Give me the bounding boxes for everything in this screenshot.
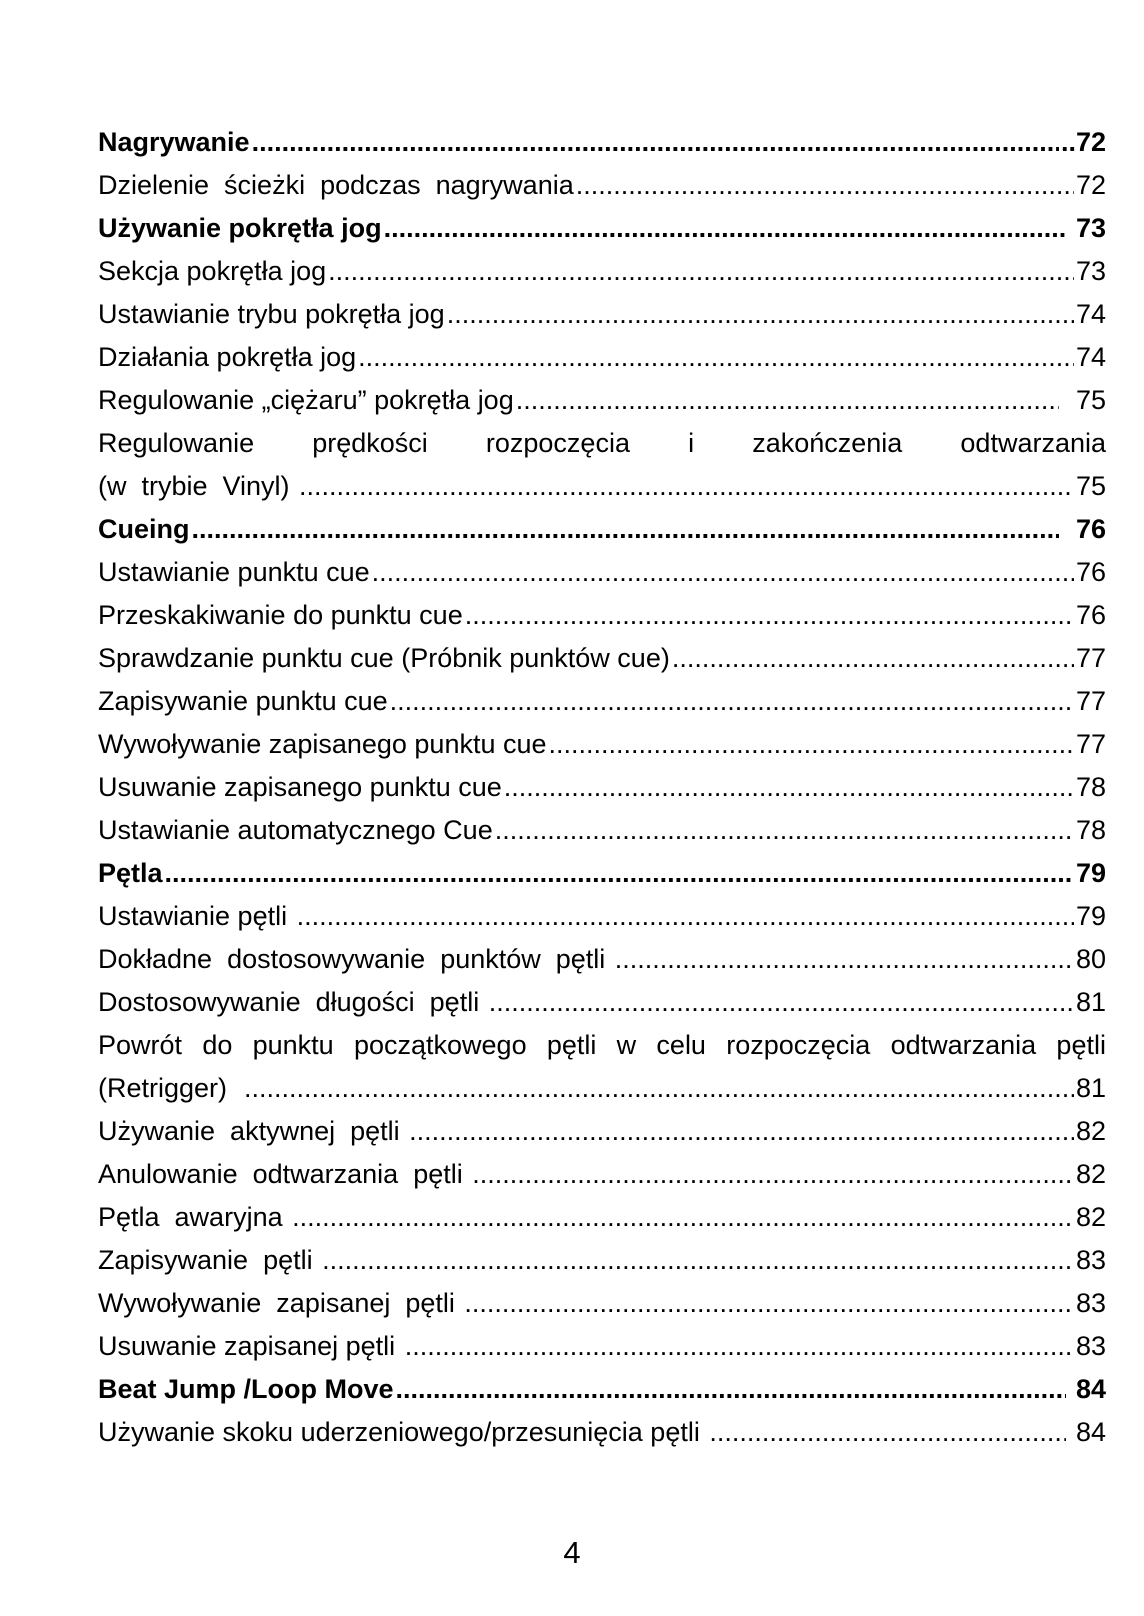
toc-entry-word: rozpoczęcia xyxy=(485,428,630,458)
toc-entry-title: Ustawianie automatycznego Cue xyxy=(98,815,493,845)
toc-dot-leader xyxy=(504,766,1074,809)
page-number: 4 xyxy=(563,1535,581,1570)
toc-entry-title: Cueing xyxy=(98,514,190,544)
toc-dot-leader xyxy=(489,981,1074,1024)
toc-entry-title: Usuwanie zapisanego punktu cue xyxy=(98,772,502,802)
toc-dot-leader xyxy=(384,207,1067,250)
toc-entry-page: 80 xyxy=(1075,944,1106,974)
toc-entry-title: Działania pokrętła jog xyxy=(98,342,357,372)
toc-entry-page: 83 xyxy=(1075,1288,1106,1318)
toc-dot-leader xyxy=(409,1110,1074,1153)
toc-entry-page: 73 xyxy=(1068,213,1106,243)
toc-entry[interactable] xyxy=(98,938,1106,981)
toc-entry[interactable] xyxy=(98,1282,1106,1325)
toc-entry-page: 78 xyxy=(1075,815,1106,845)
toc-entry-word: rozpoczęcia xyxy=(726,1030,871,1060)
toc-dot-leader xyxy=(372,551,1074,594)
toc-entry[interactable] xyxy=(98,551,1106,594)
toc-entry-page: 75 xyxy=(1060,385,1106,415)
table-of-contents xyxy=(98,121,1106,1454)
toc-entry-word: zakończenia xyxy=(752,428,903,458)
toc-entry[interactable] xyxy=(98,723,1106,766)
toc-entry-page: 81 xyxy=(1075,1073,1106,1103)
toc-entry[interactable] xyxy=(98,1411,1106,1454)
toc-entry-title: Wywoływanie zapisanego punktu cue xyxy=(98,729,547,759)
toc-entry-title: Dzielenie ścieżki podczas nagrywania xyxy=(98,170,574,200)
toc-entry[interactable] xyxy=(98,895,1106,938)
toc-entry-title: Ustawianie trybu pokrętła jog xyxy=(98,299,445,329)
toc-dot-leader xyxy=(465,594,1074,637)
toc-entry[interactable] xyxy=(98,250,1106,293)
toc-dot-leader xyxy=(322,1239,1074,1282)
toc-entry-word: w xyxy=(616,1030,637,1060)
toc-entry-page: 77 xyxy=(1075,729,1106,759)
toc-entry-page: 73 xyxy=(1075,256,1106,286)
toc-dot-leader xyxy=(390,680,1074,723)
toc-entry-page: 84 xyxy=(1068,1417,1106,1447)
toc-dot-leader xyxy=(447,293,1074,336)
toc-entry-word: odtwarzania xyxy=(960,428,1106,458)
toc-entry-page: 76 xyxy=(1060,514,1106,544)
toc-entry-title: Sprawdzanie punktu cue (Próbnik punktów cue) xyxy=(98,643,670,673)
toc-entry-page: 76 xyxy=(1075,600,1106,630)
toc-entry-title: Ustawianie punktu cue xyxy=(98,557,370,587)
toc-dot-leader xyxy=(464,1282,1074,1325)
toc-section-heading[interactable] xyxy=(98,1368,1106,1411)
toc-entry-title: Używanie aktywnej pętli xyxy=(98,1116,408,1146)
toc-entry[interactable] xyxy=(98,465,1106,508)
toc-entry-title: Pętla awaryjna xyxy=(98,1202,291,1232)
toc-entry-title: Ustawianie pętli xyxy=(98,901,295,931)
toc-entry[interactable] xyxy=(98,594,1106,637)
toc-entry-title: Anulowanie odtwarzania pętli xyxy=(98,1159,471,1189)
toc-dot-leader xyxy=(615,938,1074,981)
toc-entry[interactable] xyxy=(98,164,1106,207)
toc-entry-page: 76 xyxy=(1075,557,1106,587)
toc-entry-title: Regulowanie „ciężaru” pokrętła jog xyxy=(98,385,514,415)
toc-entry-word: pętli xyxy=(546,1030,597,1060)
toc-entry-page: 74 xyxy=(1075,342,1106,372)
toc-entry-page: 83 xyxy=(1075,1331,1106,1361)
toc-entry[interactable] xyxy=(98,1196,1106,1239)
toc-dot-leader xyxy=(358,336,1074,379)
toc-entry-page: 79 xyxy=(1075,901,1106,931)
toc-entry[interactable] xyxy=(98,981,1106,1024)
toc-entry-title: Usuwanie zapisanej pętli xyxy=(98,1331,403,1361)
toc-entry-page: 82 xyxy=(1075,1202,1106,1232)
toc-entry[interactable] xyxy=(98,1067,1106,1110)
toc-entry[interactable] xyxy=(98,1153,1106,1196)
toc-entry-word: początkowego xyxy=(353,1030,527,1060)
toc-section-heading[interactable] xyxy=(98,121,1106,164)
toc-entry-title: Dostosowywanie długości pętli xyxy=(98,987,487,1017)
toc-entry[interactable] xyxy=(98,1325,1106,1368)
toc-entry-page: 74 xyxy=(1075,299,1106,329)
toc-entry[interactable] xyxy=(98,379,1106,422)
toc-entry-title: Sekcja pokrętła jog xyxy=(98,256,327,286)
toc-dot-leader xyxy=(709,1411,1066,1454)
toc-dot-leader xyxy=(165,852,1074,895)
toc-entry-title: Dokładne dostosowywanie punktów pętli xyxy=(98,944,613,974)
toc-entry-page: 83 xyxy=(1075,1245,1106,1275)
toc-entry-word: pętli xyxy=(1056,1030,1106,1060)
toc-section-heading[interactable] xyxy=(98,207,1106,250)
toc-section-heading[interactable] xyxy=(98,852,1106,895)
toc-entry-page: ..72 xyxy=(1060,127,1106,157)
toc-entry-page: 75 xyxy=(1075,471,1106,501)
toc-entry-wrapped-line xyxy=(98,1024,1106,1067)
toc-entry-word: odtwarzania xyxy=(890,1030,1037,1060)
toc-dot-leader xyxy=(549,723,1074,766)
toc-entry-title: Przeskakiwanie do punktu cue xyxy=(98,600,463,630)
toc-entry[interactable] xyxy=(98,336,1106,379)
toc-entry-word: punktu xyxy=(252,1030,334,1060)
toc-entry[interactable] xyxy=(98,1239,1106,1282)
toc-dot-leader xyxy=(192,508,1059,551)
toc-dot-leader xyxy=(516,379,1059,422)
toc-entry-title: Używanie pokrętła jog xyxy=(98,213,382,243)
toc-entry-page: 81 xyxy=(1075,987,1106,1017)
toc-section-heading[interactable] xyxy=(98,508,1106,551)
toc-entry-title: Wywoływanie zapisanej pętli xyxy=(98,1288,463,1318)
toc-entry-word: do xyxy=(202,1030,233,1060)
toc-dot-leader xyxy=(472,1153,1074,1196)
toc-entry[interactable] xyxy=(98,809,1106,852)
toc-entry[interactable] xyxy=(98,680,1106,723)
toc-dot-leader xyxy=(672,637,1074,680)
toc-entry-wrapped-line xyxy=(98,422,1106,465)
toc-entry-title: Używanie skoku uderzeniowego/przesunięcia pętli xyxy=(98,1417,708,1447)
toc-entry-title: Beat Jump /Loop Move xyxy=(98,1374,394,1404)
toc-entry-page: 82 xyxy=(1075,1159,1106,1189)
toc-entry-word: i xyxy=(688,428,695,458)
toc-entry-page: 77 xyxy=(1075,686,1106,716)
toc-entry-word: celu xyxy=(656,1030,706,1060)
toc-dot-leader xyxy=(252,121,1059,164)
toc-entry-page: 82 xyxy=(1075,1116,1106,1146)
toc-entry[interactable] xyxy=(98,766,1106,809)
toc-entry-word: Regulowanie xyxy=(98,428,255,458)
toc-entry-word: Powrót xyxy=(98,1030,183,1060)
toc-entry-title: Pętla xyxy=(98,858,163,888)
toc-entry-title: (Retrigger) xyxy=(98,1073,243,1103)
toc-entry[interactable] xyxy=(98,293,1106,336)
toc-entry-page: 77 xyxy=(1075,643,1106,673)
toc-entry-title: Zapisywanie pętli xyxy=(98,1245,321,1275)
toc-entry-page: 72 xyxy=(1075,170,1106,200)
toc-entry-word: prędkości xyxy=(312,428,428,458)
toc-dot-leader xyxy=(299,465,1074,508)
toc-dot-leader xyxy=(297,895,1074,938)
toc-dot-leader xyxy=(396,1368,1067,1411)
toc-entry-page: 84 xyxy=(1068,1374,1106,1404)
toc-entry[interactable] xyxy=(98,1110,1106,1153)
toc-entry-title: (w trybie Vinyl) xyxy=(98,471,298,501)
toc-entry-title: Nagrywanie xyxy=(98,127,250,157)
toc-entry-page: 79 xyxy=(1075,858,1106,888)
toc-dot-leader xyxy=(405,1325,1074,1368)
toc-entry-page: 78 xyxy=(1075,772,1106,802)
toc-dot-leader xyxy=(495,809,1074,852)
toc-entry[interactable] xyxy=(98,637,1106,680)
toc-dot-leader xyxy=(244,1067,1074,1110)
toc-dot-leader xyxy=(576,164,1074,207)
toc-dot-leader xyxy=(328,250,1074,293)
toc-entry-title: Zapisywanie punktu cue xyxy=(98,686,388,716)
toc-dot-leader xyxy=(292,1196,1074,1239)
